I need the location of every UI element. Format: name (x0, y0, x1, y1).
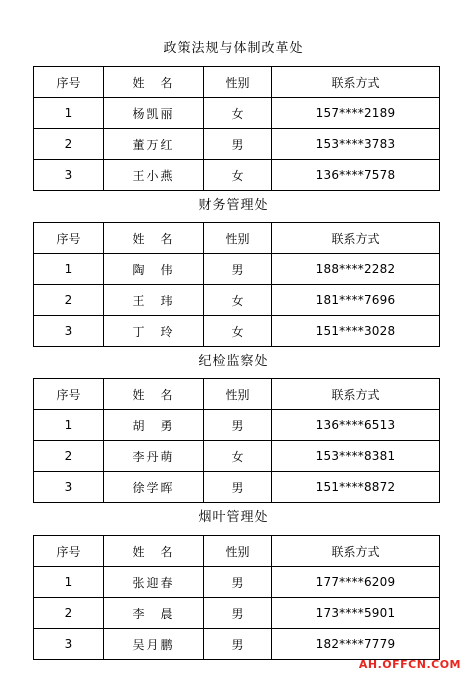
header-contact: 联系方式 (272, 67, 440, 98)
table-row (34, 285, 440, 316)
row-contact: 151****8872 (272, 472, 440, 503)
row-name: 董万红 (104, 129, 204, 160)
row-name: 王小燕 (104, 160, 204, 191)
header-gender: 性别 (204, 67, 272, 98)
header-gender: 性别 (204, 223, 272, 254)
table-header-row (34, 379, 440, 410)
site-watermark: AH.OFFCN.COM (358, 658, 461, 671)
row-name: 丁 玲 (104, 316, 204, 347)
header-index: 序号 (34, 67, 104, 98)
table-row (34, 410, 440, 441)
table-header-row (34, 223, 440, 254)
row-name: 王 玮 (104, 285, 204, 316)
row-index: 3 (34, 629, 104, 660)
row-gender: 男 (204, 629, 272, 660)
section-title: 政策法规与体制改革处 (163, 41, 304, 56)
row-gender: 男 (204, 254, 272, 285)
table-row (34, 254, 440, 285)
row-contact: 173****5901 (272, 598, 440, 629)
table-row (34, 129, 440, 160)
row-contact: 151****3028 (272, 316, 440, 347)
header-contact: 联系方式 (272, 379, 440, 410)
row-index: 2 (34, 441, 104, 472)
row-name: 张迎春 (104, 567, 204, 598)
row-gender: 男 (204, 567, 272, 598)
row-index: 3 (34, 472, 104, 503)
section-title: 纪检监察处 (198, 354, 269, 369)
row-gender: 男 (204, 472, 272, 503)
table-row (34, 316, 440, 347)
table-row (34, 472, 440, 503)
row-name: 胡 勇 (104, 410, 204, 441)
row-gender: 女 (204, 98, 272, 129)
header-name: 姓 名 (104, 67, 204, 98)
row-index: 2 (34, 285, 104, 316)
row-contact: 153****8381 (272, 441, 440, 472)
row-name: 吴月鹏 (104, 629, 204, 660)
row-index: 3 (34, 316, 104, 347)
contact-table (33, 535, 440, 660)
header-index: 序号 (34, 223, 104, 254)
row-index: 2 (34, 598, 104, 629)
row-index: 1 (34, 98, 104, 129)
table-row (34, 598, 440, 629)
row-index: 3 (34, 160, 104, 191)
row-index: 1 (34, 567, 104, 598)
row-index: 1 (34, 410, 104, 441)
row-contact: 182****7779 (272, 629, 440, 660)
row-name: 杨凯丽 (104, 98, 204, 129)
row-contact: 153****3783 (272, 129, 440, 160)
contact-table (33, 222, 440, 347)
row-gender: 女 (204, 160, 272, 191)
table-row (34, 98, 440, 129)
header-gender: 性别 (204, 379, 272, 410)
table-row (34, 160, 440, 191)
row-index: 1 (34, 254, 104, 285)
row-name: 李 晨 (104, 598, 204, 629)
header-contact: 联系方式 (272, 536, 440, 567)
table-row (34, 441, 440, 472)
row-index: 2 (34, 129, 104, 160)
table-row (34, 629, 440, 660)
header-name: 姓 名 (104, 379, 204, 410)
row-name: 李丹萌 (104, 441, 204, 472)
table-header-row (34, 67, 440, 98)
row-contact: 136****7578 (272, 160, 440, 191)
row-contact: 136****6513 (272, 410, 440, 441)
section-title: 烟叶管理处 (198, 510, 269, 525)
row-contact: 181****7696 (272, 285, 440, 316)
row-contact: 157****2189 (272, 98, 440, 129)
row-gender: 女 (204, 285, 272, 316)
header-index: 序号 (34, 536, 104, 567)
contact-table (33, 378, 440, 503)
header-index: 序号 (34, 379, 104, 410)
row-contact: 177****6209 (272, 567, 440, 598)
row-gender: 男 (204, 410, 272, 441)
header-name: 姓 名 (104, 536, 204, 567)
table-header-row (34, 536, 440, 567)
row-name: 陶 伟 (104, 254, 204, 285)
table-row (34, 567, 440, 598)
row-contact: 188****2282 (272, 254, 440, 285)
row-name: 徐学晖 (104, 472, 204, 503)
header-gender: 性别 (204, 536, 272, 567)
contact-table (33, 66, 440, 191)
row-gender: 男 (204, 598, 272, 629)
row-gender: 男 (204, 129, 272, 160)
section-title: 财务管理处 (198, 198, 269, 213)
header-name: 姓 名 (104, 223, 204, 254)
header-contact: 联系方式 (272, 223, 440, 254)
row-gender: 女 (204, 316, 272, 347)
row-gender: 女 (204, 441, 272, 472)
